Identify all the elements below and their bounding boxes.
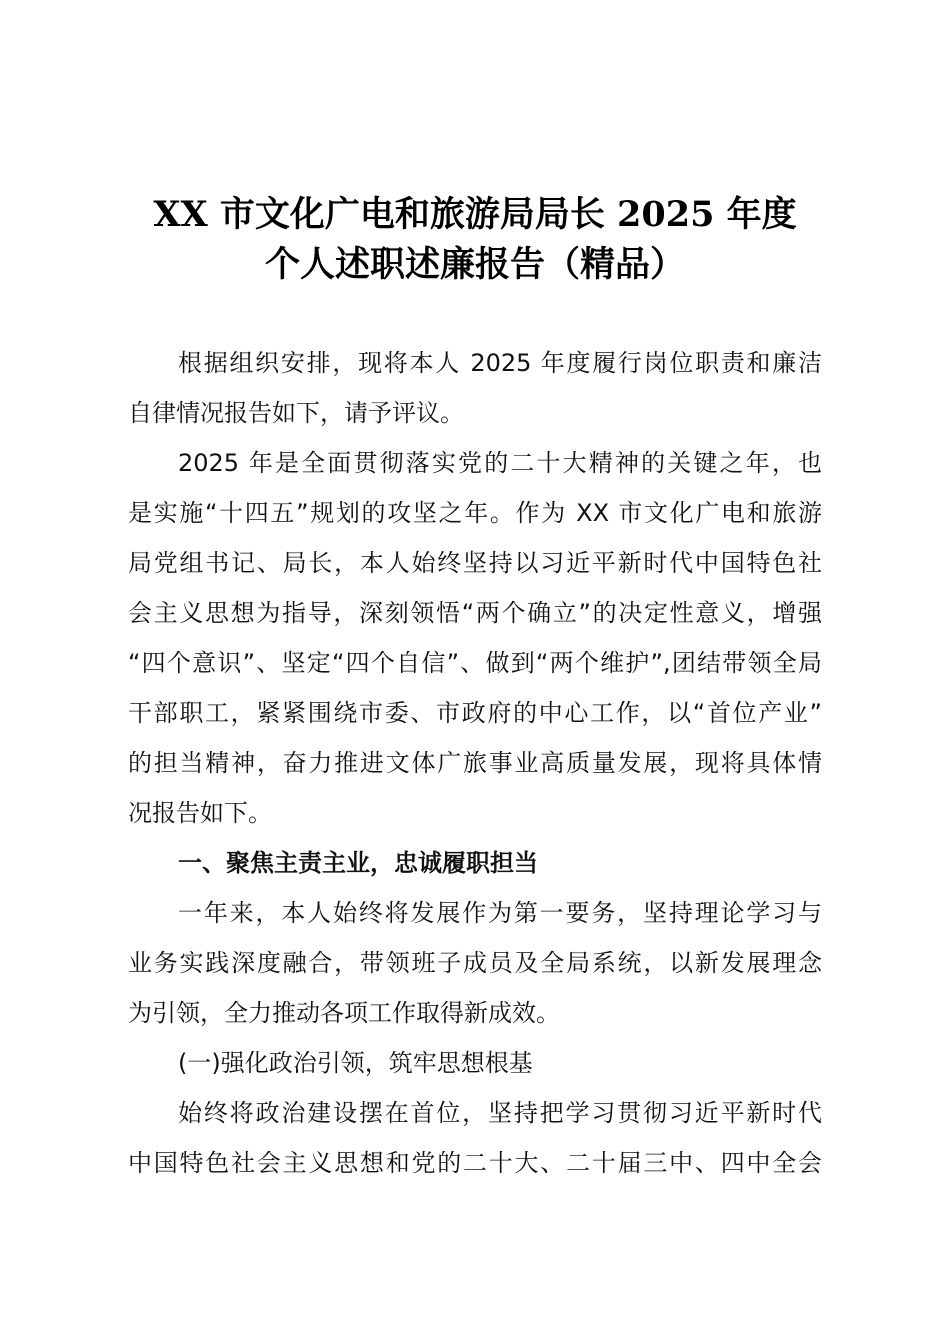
text-line: 中国特色社会主义思想和党的二十大、二十届三中、四中全会 xyxy=(128,1149,822,1177)
text-line: 为引领，全力推动各项工作取得新成效。 xyxy=(128,999,560,1027)
text-line: 自律情况报告如下，请予评议。 xyxy=(128,399,464,427)
section-heading-text: 一、聚焦主责主业，忠诚履职担当 xyxy=(178,849,538,877)
section-heading xyxy=(128,838,822,888)
text-line: 一年来，本人始终将发展作为第一要务，坚持理论学习与 xyxy=(178,899,822,927)
text-line: 是实施“十四五”规划的攻坚之年。作为 XX 市文化广电和旅游 xyxy=(128,499,822,527)
text-line: 的担当精神，奋力推进文体广旅事业高质量发展，现将具体情 xyxy=(128,749,822,777)
text-line: 况报告如下。 xyxy=(128,799,272,827)
paragraph-subsection xyxy=(128,1088,822,1188)
text-line: 2025 年是全面贯彻落实党的二十大精神的关键之年，也 xyxy=(178,449,822,477)
text-line: 业务实践深度融合，带领班子成员及全局系统，以新发展理念 xyxy=(128,949,822,977)
paragraph-intro xyxy=(128,338,822,438)
title-line: XX 市文化广电和旅游局局长 2025 年度 xyxy=(153,194,797,235)
text-line: 会主义思想为指导，深刻领悟“两个确立”的决定性意义，增强 xyxy=(128,599,822,627)
text-line: 始终将政治建设摆在首位，坚持把学习贯彻习近平新时代 xyxy=(178,1099,822,1127)
text-line: 局党组书记、局长，本人始终坚持以习近平新时代中国特色社 xyxy=(128,549,822,577)
document-title xyxy=(128,190,822,290)
text-line: 干部职工，紧紧围绕市委、市政府的中心工作，以“首位产业” xyxy=(128,699,822,727)
subsection-heading-text: (一)强化政治引领，筑牢思想根基 xyxy=(178,1049,533,1077)
document-body xyxy=(128,338,822,1188)
paragraph-section-intro xyxy=(128,888,822,1038)
subsection-heading xyxy=(128,1038,822,1088)
text-line: “四个意识”、坚定“四个自信”、做到“两个维护”,团结带领全局 xyxy=(128,649,822,677)
paragraph-overview xyxy=(128,438,822,838)
text-line: 根据组织安排，现将本人 2025 年度履行岗位职责和廉洁 xyxy=(178,349,822,377)
title-line: 个人述职述廉报告（精品） xyxy=(264,244,685,285)
